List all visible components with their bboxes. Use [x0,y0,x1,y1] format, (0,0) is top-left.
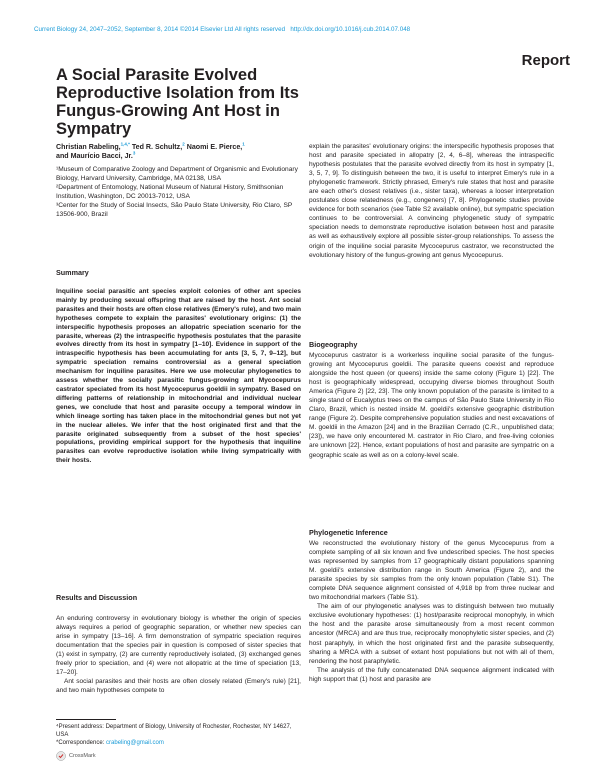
results-paragraph-1: An enduring controversy in evolutionary biology is whether the origin of species always requires a period of geographic separation, or whether new species can arise in sympatry [13–16]. A firm demonstration of sympatric speciation requires documentation that the species pair in question is composed of sister species that (1) exist in sympatry, (2) are currently reproductively isolated, (3) exchanged genes freely prior to speciation, and (4) were not allopatric at the time of speciation [13, 17–20]. [56,615,301,677]
phylogeny-paragraph-1: We reconstructed the evolutionary history of the genus Mycocepurus from a complete sampling of all six known and five undescribed species. The host species was represented by samples from 17 geographically distant populations spanning M. goeldii's extensive distribution range in South America (Figure 2), and the parasite species by six samples from the only known population (Table S1). The complete DNA sequence alignment consisted of 4,918 bp from three nuclear and two mitochondrial markers (Table S1). [309,540,554,602]
summary-text: Inquiline social parasitic ant species exploit colonies of other ant species mainly by producing sexual offspring that are raised by the host. Ant social parasites and their hosts are often close relatives (Emery's rule), and two main hypotheses compete to explain the parasites' evolutionary origins: (1) the interspecific hypothesis proposes an allopatric speciation scenario for the parasite, whereas (2) the intraspecific hypothesis postulates that the parasite evolves directly from its host in sympatry [1–10]. Evidence in support of the intraspecific hypothesis has been accumulating for ants [3, 5, 7, 9–12], but sympatric speciation remains controversial as a general speciation mechanism for inquiline parasites. Here we use molecular phylogenetics to assess whether the socially parasitic fungus-growing ant Mycocepurus castrator speciated from its host Mycocepurus goeldii in sympatry. Based on differing patterns of relationship in mitochondrial and individual nuclear genes, we conclude that host and parasite occupy a temporal window in which lineage sorting has taken place in the mitochondrial genes but not yet in the nuclear alleles. We infer that the host originated first and that the parasite originated subsequently from a subset of the host species' populations, providing empirical support for the hypothesis that inquiline parasites can evolve reproductive isolation while living sympatrically with their hosts. [56,288,301,465]
summary-heading: Summary [56,268,89,277]
crossmark-label: CrossMark [69,753,96,759]
phylogeny-body [309,539,554,684]
results-body [56,614,301,695]
biogeography-heading: Biogeography [309,340,358,349]
affiliation-2: ²Department of Entomology, National Museum of Natural History, Smithsonian Institution, Washington, DC 20013-7012, USA [56,183,284,200]
affiliation-3: ³Center for the Study of Social Insects, São Paulo State University, Rio Claro, SP 13506-900, Brazil [56,201,293,218]
article-type: Report [521,52,570,69]
doi-link[interactable]: http://dx.doi.org/10.1016/j.cub.2014.07.048 [290,26,411,33]
summary-section [56,268,301,277]
crossmark-badge[interactable] [56,751,96,761]
results-section [56,593,301,602]
phylogeny-paragraph-3: The analysis of the fully concatenated DNA sequence alignment indicated with high support that (1) host and parasite are [309,666,554,683]
phylogeny-paragraph-2: The aim of our phylogenetic analyses was to distinguish between two mutually exclusive evolutionary hypotheses: (1) host/parasite reciprocal monophyly, in which the host and the parasite arose simultaneously from a most recent common ancestor (MRCA) and are thus true, reciprocally monophyletic sister species, and (2) host paraphyly, in which the host originated first and the parasite subsequently, sharing a MRCA with a subset of extant host populations but not with all of them, rendering the host paraphyletic. [309,603,554,665]
journal-header [34,26,410,33]
correspondence: *Correspondence: crabeling@gmail.com [56,739,164,746]
affiliations [56,166,301,219]
biogeography-paragraph: Mycocepurus castrator is a workerless inquiline social parasite of the fungus-growing ant Mycocepurus goeldii. The parasite queens coexist and reproduce alongside the host queen (or queens) inside the same colony (Figure 1) [22]. The host is geographically widespread, occupying diverse biomes throughout South America (Figure 2) [22, 23]. The only known population of the parasite is limited to a single stand of Eucalyptus trees on the campus of São Paulo State University in Rio Claro, Brazil, which is nested inside M. goeldii's extensive geographic distribution range (Figure 2). Despite comprehensive population studies and nest excavations of M. goeldii in the Amazon [24] and in the Brazilian Cerrado (C.R., unpublished data; [23]), we have only encountered M. castrator in Rio Claro, and free-living colonies are unknown [22]. Hence, extant populations of host and parasite are sympatric on a geographic scale as well as on a colony-level scale. [309,352,554,459]
phylogeny-heading: Phylogenetic Inference [309,528,388,537]
results-heading: Results and Discussion [56,593,138,602]
intro-continued [309,142,554,260]
footnotes [56,724,301,747]
citation: Current Biology 24, 2047–2052, September 8, 2014 ©2014 Elsevier Ltd All rights reserved [34,26,286,33]
phylogeny-section [309,528,554,537]
correspondence-email[interactable]: crabeling@gmail.com [106,739,164,746]
affiliation-1: ¹Museum of Comparative Zoology and Department of Organismic and Evolutionary Biology, Harvard University, Cambridge, MA 02138, USA [56,166,298,182]
article-title: A Social Parasite Evolved Reproductive Isolation from Its Fungus-Growing Ant Host in Sympatry [56,66,299,138]
biogeography-section [309,340,554,349]
intro-paragraph: explain the parasites' evolutionary origins: the interspecific hypothesis proposes that host and parasite speciated in allopatry [2, 4, 6–8], whereas the intraspecific hypothesis postulates that the parasite evolved directly from its host in sympatry [1, 3, 5, 7, 9]. To distinguish between the two, it is useful to interpret Emery's rule in a phylogenetic framework. Strictly phrased, Emery's rule states that host and parasite are each other's closest relatives (i.e., sister taxa), whereas a looser interpretation postulates close relatedness (e.g., congeners) [7, 8]. Phylogenetic studies provide evidence for both scenarios (see Table S2 available online), but sympatric speciation continues to be controversial. A convincing phylogenetic study of sympatric speciation needs to demonstrate reproductive isolation between host and parasite as well as exhaustively explore all possible sister-group relationships. To assess the origin of the inquiline social parasite Mycocepurus castrator, we reconstructed the evolutionary history of the fungus-growing ant genus Mycocepurus. [309,143,554,259]
results-paragraph-2: Ant social parasites and their hosts are often closely related (Emery's rule) [21], and two main hypotheses compete to [56,678,301,695]
present-address: ⁴Present address: Department of Biology, University of Rochester, Rochester, NY 14627, USA [56,724,292,738]
footnote-rule [56,719,116,720]
biogeography-body [309,351,554,460]
crossmark-icon [56,751,66,761]
author-list: Christian Rabeling,$^{1,4,*}$ Ted R. Schultz,$^2$ Naomi E. Pierce,$^1$ and Maurício Bacci, Jr.$^3$ [56,141,245,161]
